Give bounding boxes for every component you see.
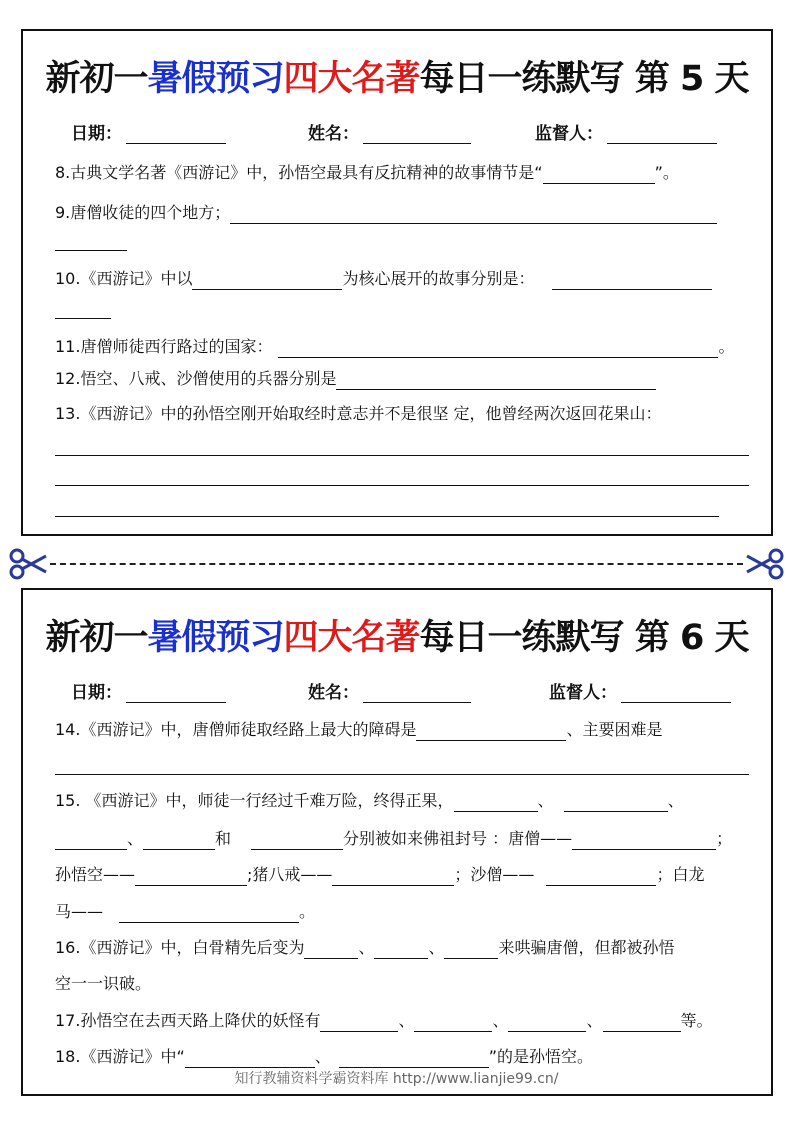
answer-blank[interactable] <box>572 831 716 850</box>
answer-blank[interactable] <box>336 371 656 390</box>
answer-blank[interactable] <box>552 271 712 290</box>
question-15-cont: 、 和 分别被如来佛祖封号 ：唐僧—— ； <box>55 828 732 850</box>
question-18: 18.《西游记》中“ 、 ”的是孙悟空。 <box>55 1047 594 1066</box>
question-15-cont3: 马—— 。 <box>55 902 316 921</box>
answer-line[interactable] <box>55 455 749 456</box>
answer-blank[interactable] <box>454 793 538 812</box>
question-12: 12.悟空、八戒、沙僧使用的兵器分别是 <box>55 368 656 390</box>
answer-blank[interactable] <box>564 793 668 812</box>
question-17: 17.孙悟空在去西天路上降伏的妖怪有 、 、 、 等。 <box>55 1011 713 1030</box>
scissors-icon <box>745 548 785 580</box>
question-14: 14.《西游记》中，唐僧师徒取经路上最大的障碍是 、主要困难是 <box>55 720 663 739</box>
dashed-divider <box>50 563 743 565</box>
answer-blank[interactable] <box>304 940 358 959</box>
footer-watermark: 知行教辅资料学霸资料库 http://www.lianjie99.cn/ <box>234 1071 559 1087</box>
question-10: 10.《西游记》中以 为核心展开的故事分别是： <box>55 268 712 290</box>
meta-row <box>23 119 771 143</box>
answer-blank[interactable] <box>416 722 566 741</box>
scissors-icon <box>8 548 48 580</box>
name-field[interactable]: 姓名： <box>308 678 471 703</box>
answer-blank[interactable] <box>546 867 656 886</box>
question-9: 9.唐僧收徒的四个地方； <box>55 202 717 224</box>
page-title: 新初一暑假预习四大名著每日一练默写 第 5 天 <box>45 58 749 99</box>
answer-line[interactable] <box>55 774 749 775</box>
answer-blank[interactable] <box>192 271 342 290</box>
answer-blank[interactable] <box>119 904 299 923</box>
question-11: 11.唐僧师徒西行路过的国家： 。 <box>55 337 735 356</box>
question-16-cont: 空一一识破。 <box>55 974 152 993</box>
question-16: 16.《西游记》中，白骨精先后变为 、 、 来哄骗唐僧，但都被孙悟 <box>55 938 675 957</box>
question-15-cont2: 孙悟空—— ;猪八戒—— ；沙僧—— ；白龙 <box>55 865 705 884</box>
answer-blank[interactable] <box>374 940 428 959</box>
answer-blank[interactable] <box>320 1013 398 1032</box>
page-title: 新初一暑假预习四大名著每日一练默写 第 6 天 <box>45 617 749 658</box>
question-13: 13.《西游记》中的孙悟空刚开始取经时意志并不是很坚 定，他曾经两次返回花果山： <box>55 404 662 423</box>
answer-line[interactable] <box>55 250 127 251</box>
supervisor-field[interactable]: 监督人： <box>535 119 717 144</box>
answer-blank[interactable] <box>143 831 215 850</box>
date-field[interactable]: 日期： <box>71 119 226 144</box>
answer-blank[interactable] <box>278 339 718 358</box>
answer-blank[interactable] <box>603 1013 681 1032</box>
worksheet-day-6 <box>21 588 773 1096</box>
supervisor-field[interactable]: 监督人： <box>549 678 731 703</box>
answer-blank[interactable] <box>444 940 498 959</box>
answer-blank[interactable] <box>508 1013 586 1032</box>
answer-blank[interactable] <box>543 165 655 184</box>
meta-row <box>23 678 771 702</box>
name-field[interactable]: 姓名： <box>308 119 471 144</box>
question-8: 8.古典文学名著《西游记》中，孙悟空最具有反抗精神的故事情节是“ ”。 <box>55 163 679 182</box>
worksheet-day-5 <box>21 29 773 536</box>
answer-line[interactable] <box>55 318 111 319</box>
answer-line[interactable] <box>55 485 749 486</box>
date-field[interactable]: 日期： <box>71 678 226 703</box>
answer-line[interactable] <box>55 516 719 517</box>
cut-line <box>0 548 793 580</box>
answer-blank[interactable] <box>55 831 127 850</box>
answer-blank[interactable] <box>135 867 247 886</box>
answer-blank[interactable] <box>332 867 454 886</box>
answer-blank[interactable] <box>414 1013 492 1032</box>
question-15: 15. 《西游记》中，师徒一行经过千难万险，终得正果， 、 、 <box>55 791 684 810</box>
answer-blank[interactable] <box>251 831 343 850</box>
answer-blank[interactable] <box>185 1049 315 1068</box>
answer-blank[interactable] <box>339 1049 489 1068</box>
answer-blank[interactable] <box>230 205 717 224</box>
